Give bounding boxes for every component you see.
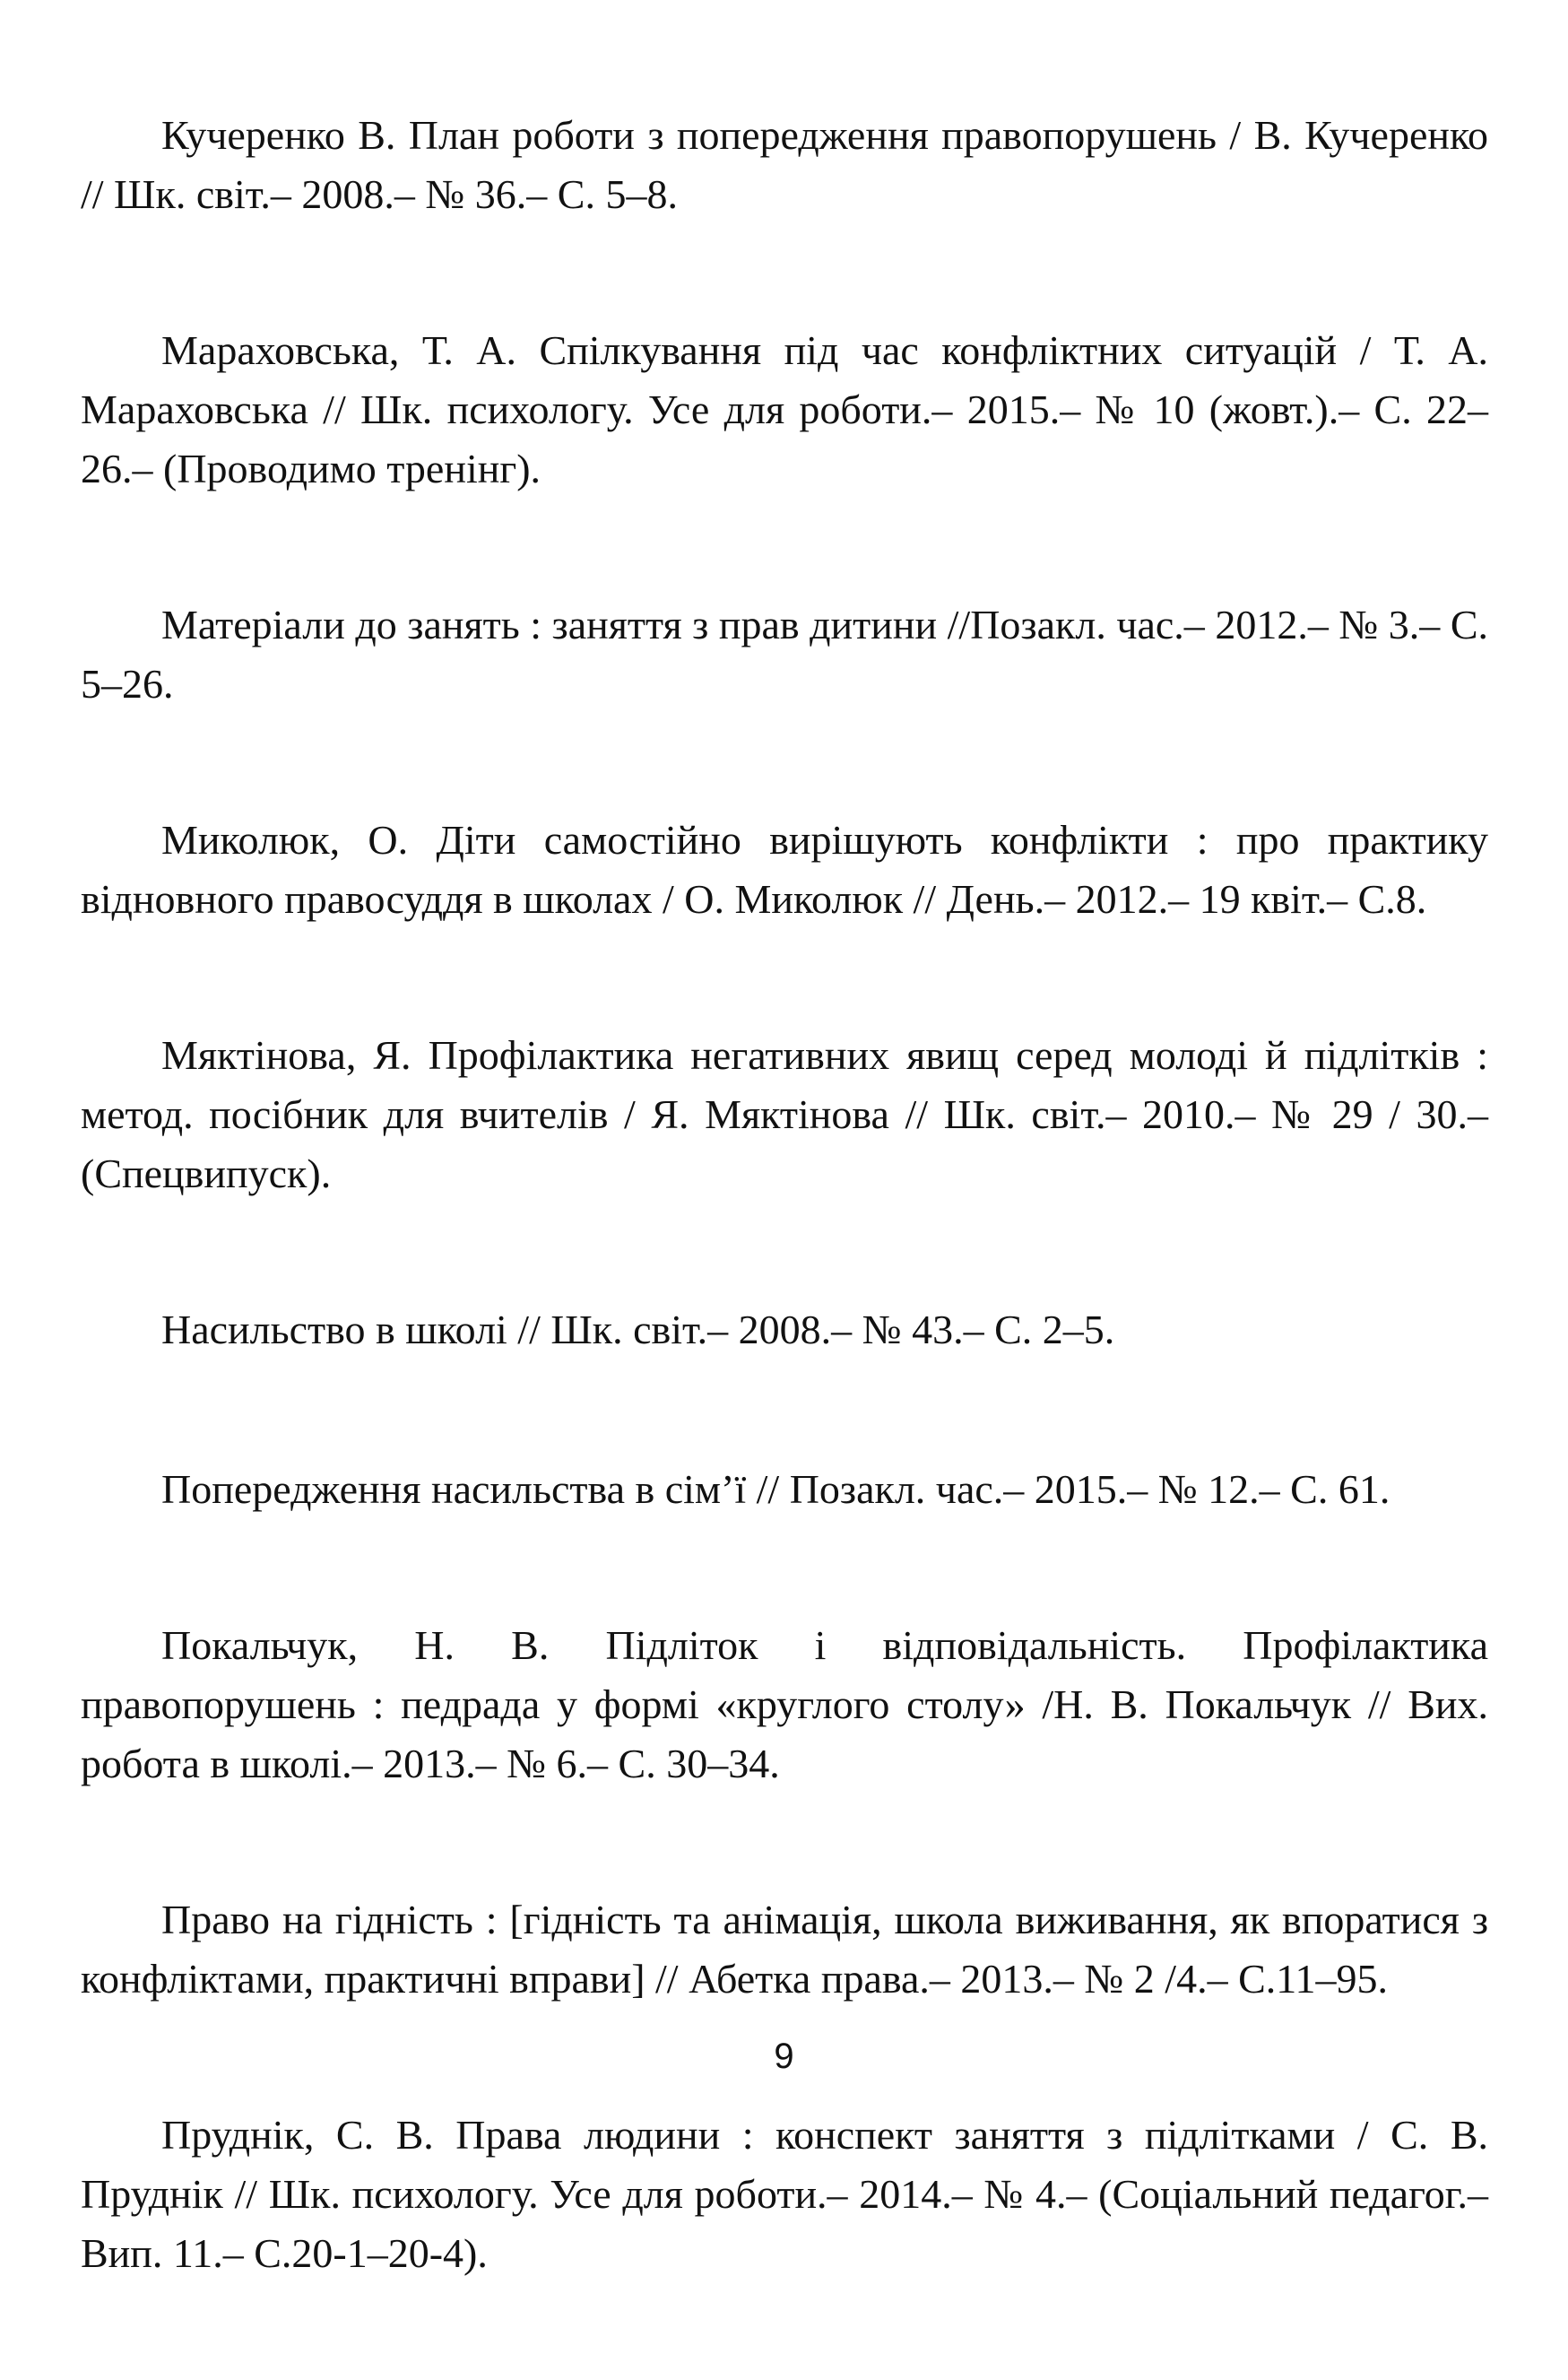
bibliography-entry: Попередження насильства в сім’ї // Позакл. час.– 2015.– № 12.– С. 61. <box>161 1466 1390 1512</box>
bibliography-entry: Право на гідність : [гідність та анімація, школа виживання, як впоратися з конфліктами, практичні вправи] // Абетка права.– 2013.– № 2 /4.– С.11–95. <box>81 1897 1488 2002</box>
bibliography-entry: Миколюк, О. Діти самостійно вирішують конфлікти : про практику відновного правосуддя в школах / О. Миколюк // День.– 2012.– 19 квіт.– С.8. <box>81 817 1488 922</box>
bibliography-entry: Мяктінова, Я. Профілактика негативних явищ серед молоді й підлітків : метод. посібник для вчителів / Я. Мяктінова // Шк. світ.– 2010.– № 29 / 30.– (Спецвипуск). <box>81 1032 1488 1196</box>
bibliography-entry: Матеріали до занять : заняття з прав дитини //Позакл. час.– 2012.– № 3.– С. 5–26. <box>81 602 1488 707</box>
bibliography-entry: Кучеренко В. План роботи з попередження правопорушень / В. Кучеренко // Шк. світ.– 2008.– № 36.– С. 5–8. <box>81 112 1488 217</box>
bibliography-entry: Насильство в школі // Шк. світ.– 2008.– № 43.– С. 2–5. <box>161 1307 1115 1352</box>
bibliography-entry: Пруднік, С. В. Права людини : конспект заняття з підлітками / С. В. Пруднік // Шк. психологу. Усе для роботи.– 2014.– № 4.– (Соціальний педагог.– Вип. 11.– С.20-1–20-4). <box>81 2112 1488 2276</box>
bibliography-entry: Покальчук, Н. В. Підліток і відповідальність. Профілактика правопорушень : педрада у формі «круглого столу» /Н. В. Покальчук // Вих. робота в школі.– 2013.– № 6.– С. 30–34. <box>81 1622 1488 1786</box>
page-number: 9 <box>774 2037 794 2076</box>
bibliography-entry: Мараховська, Т. А. Спілкування під час конфліктних ситуацій / Т. А. Мараховська // Шк. психологу. Усе для роботи.– 2015.– № 10 (жовт.).– С. 22–26.– (Проводимо тренінг). <box>81 327 1488 491</box>
